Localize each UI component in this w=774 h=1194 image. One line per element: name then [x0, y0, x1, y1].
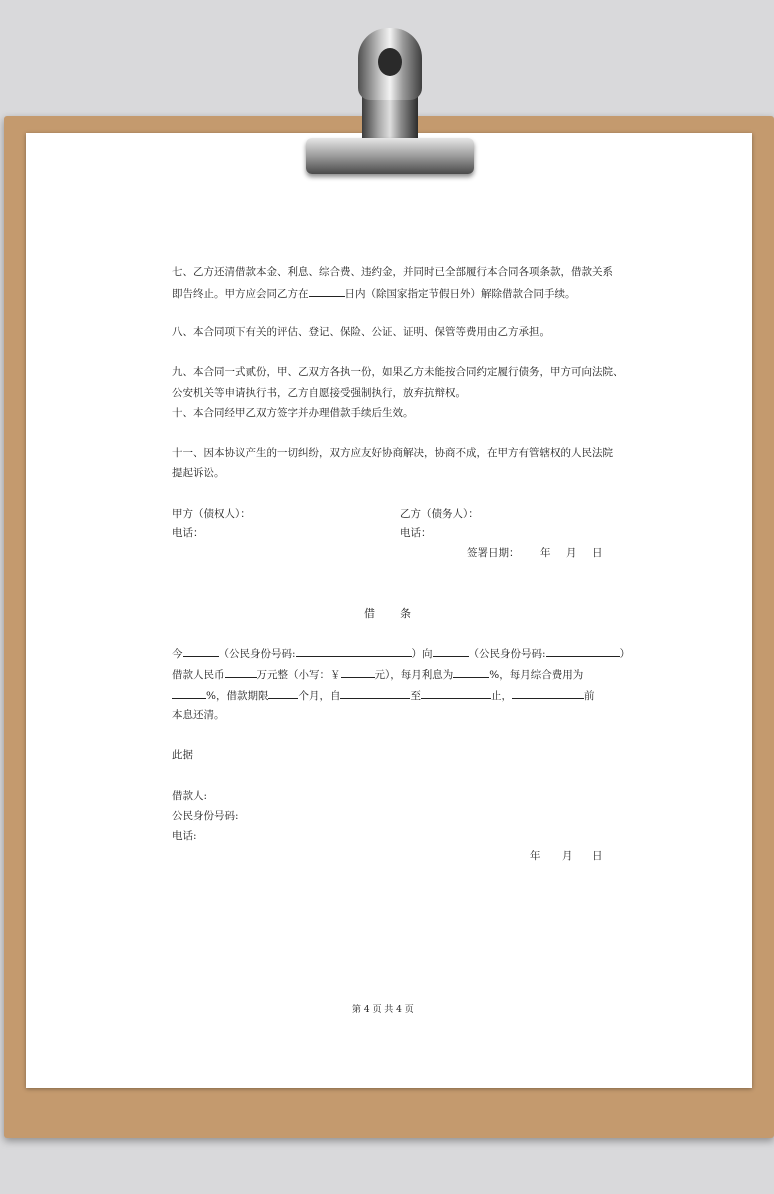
iou-date-day: 日: [592, 850, 603, 862]
signing-date-year: 年: [540, 547, 551, 559]
iou-line-3: %，借款期限 个月，自 至 止， 前: [172, 688, 594, 703]
clause-9-line-2: 公安机关等申请执行书，乙方自愿接受强制执行，放弃抗辩权。: [172, 387, 466, 399]
iou-line-1: 今 （公民身份号码: ）向 （公民身份号码: ）: [172, 648, 631, 660]
watermark: [89, 459, 125, 497]
clause-8: 八、本合同项下有关的评估、登记、保险、公证、证明、保管等费用由乙方承担。: [172, 326, 550, 338]
clause-7-line-2: 即告终止。甲方应会同乙方在 日内（除国家指定节假日外）解除借款合同手续。: [172, 288, 576, 300]
party-a-label: 甲方（债权人）：: [172, 508, 251, 520]
signing-date-month: 月: [566, 547, 577, 559]
binder-clip-bar: [306, 138, 474, 174]
clause-7-line-1: 七、乙方还清借款本金、利息、综合费、违约金，并同时已全部履行本合同各项条款，借款关系: [172, 266, 613, 278]
binder-clip-ring: [358, 28, 422, 100]
party-b-phone: 电话：: [400, 527, 432, 539]
iou-ci-ju: 此据: [172, 749, 193, 761]
page-footer: 第 4 页 共 4 页: [352, 1005, 414, 1015]
iou-id-label: 公民身份号码:: [172, 810, 239, 822]
iou-title-char-2: 条: [400, 607, 411, 620]
clause-9-line-1: 九、本合同一式贰份，甲、乙双方各执一份，如果乙方未能按合同约定履行债务，甲方可向法院、: [172, 366, 624, 378]
signing-date-label: 签署日期：: [467, 547, 520, 559]
iou-line-4: 本息还清。: [172, 709, 225, 721]
party-a-phone: 电话：: [172, 527, 204, 539]
clause-10: 十、本合同经甲乙双方签字并办理借款手续后生效。: [172, 407, 414, 419]
iou-date-month: 月: [562, 850, 573, 862]
iou-phone-label: 电话:: [172, 830, 197, 842]
iou-date-year: 年: [530, 850, 541, 862]
iou-borrower-label: 借款人:: [172, 790, 208, 802]
iou-line-2: 借款人民币 万元整（小写：￥ 元），每月利息为 %，每月综合费用为: [172, 669, 584, 681]
signing-date-day: 日: [592, 547, 603, 559]
clause-11-line-1: 十一、因本协议产生的一切纠纷，双方应友好协商解决，协商不成，在甲方有管辖权的人民法院: [172, 447, 613, 459]
party-b-label: 乙方（债务人）：: [400, 508, 479, 520]
clause-11-line-2: 提起诉讼。: [172, 467, 225, 479]
iou-title-char-1: 借: [364, 607, 375, 620]
